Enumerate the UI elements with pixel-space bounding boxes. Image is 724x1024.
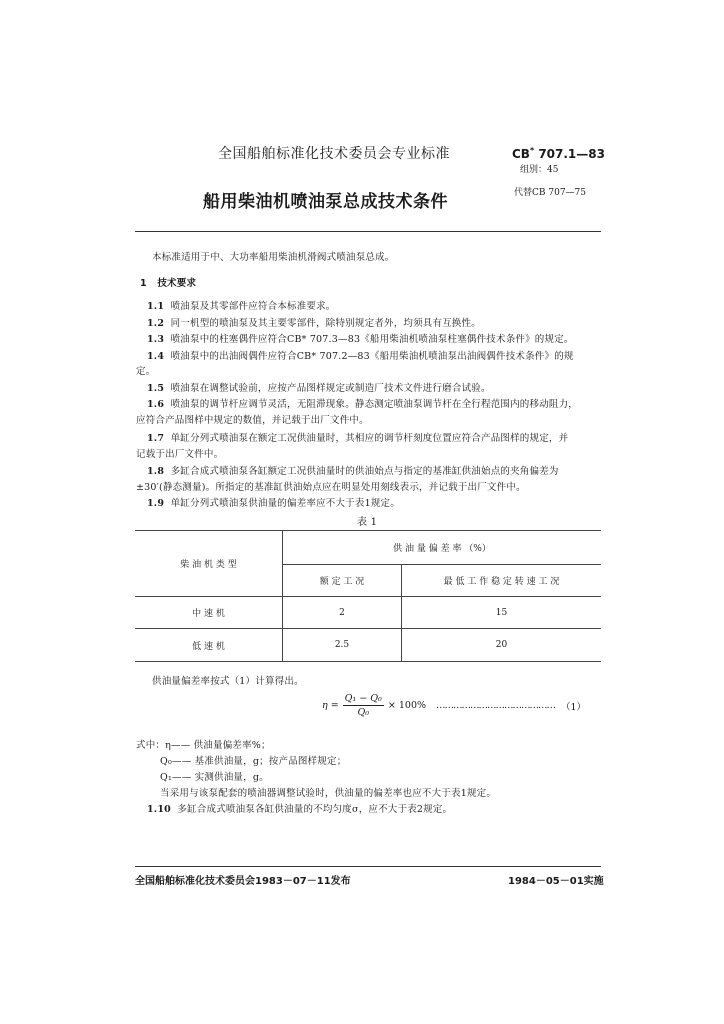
table-cell-rated: 2 bbox=[283, 597, 402, 629]
clause-1-4 bbox=[147, 348, 574, 362]
where-line-q0: Q₀—— 基准供油量，g；按产品图样规定； bbox=[160, 756, 347, 767]
formula-denominator: Q₀ bbox=[357, 707, 370, 718]
clause-1-7-continued: 记载于出厂文件中。 bbox=[136, 449, 224, 460]
clause-number: 1.7 bbox=[147, 433, 165, 444]
clause-number: 1.5 bbox=[147, 383, 165, 394]
clause-1-6-continued: 应符合产品图样中规定的数值，并记载于出厂文件中。 bbox=[136, 415, 369, 426]
replaces-standard: 代替CB 707—75 bbox=[514, 188, 586, 198]
where-line-q1: Q₁—— 实测供油量，g。 bbox=[160, 772, 269, 783]
table-cell-min-speed: 20 bbox=[402, 629, 602, 662]
table-row-header: 柴 油 机 类 型 bbox=[135, 531, 283, 597]
organization-header: 全国船舶标准化技术委员会专业标准 bbox=[218, 146, 450, 162]
clause-number: 1.8 bbox=[147, 466, 165, 477]
clause-text: 喷油泵中的出油阀偶件应符合CB* 707.2—83《船用柴油机喷油泵出油阀偶件技术条件》的规 bbox=[170, 351, 574, 362]
clause-text: 多缸合成式喷油泵各缸供油量的不均匀度σ，应不大于表2规定。 bbox=[177, 804, 453, 815]
table-cell-type: 低 速 机 bbox=[135, 629, 283, 662]
section-title: 技术要求 bbox=[157, 278, 197, 289]
clause-number: 1.2 bbox=[147, 318, 165, 329]
clause-text: 多缸合成式喷油泵各缸额定工况供油量时的供油始点与指定的基准缸供油始点的夹角偏差为 bbox=[170, 466, 559, 477]
section-heading bbox=[140, 275, 196, 289]
clause-1-2 bbox=[147, 315, 481, 329]
section-number: 1 bbox=[140, 278, 147, 289]
standard-prefix: CB bbox=[512, 147, 530, 161]
clause-1-3 bbox=[147, 331, 574, 345]
clause-number: 1.6 bbox=[147, 399, 165, 410]
clause-text: 喷油泵的调节杆应调节灵活，无阻滞现象。静态测定喷油泵调节杆在全行程范围内的移动阻力， bbox=[170, 399, 578, 410]
classification-group: 组别：45 bbox=[520, 165, 559, 175]
formula-number: （1） bbox=[561, 701, 587, 713]
clause-number: 1.1 bbox=[147, 301, 165, 312]
clause-text: 喷油泵及其零部件应符合本标准要求。 bbox=[170, 301, 336, 312]
clause-1-6 bbox=[147, 396, 578, 410]
table-group-header: 供 油 量 偏 差 率 （%） bbox=[283, 531, 602, 565]
footer-divider bbox=[135, 866, 601, 867]
standard-code: 707.1—83 bbox=[534, 147, 605, 161]
clause-1-4-continued: 定。 bbox=[136, 366, 156, 377]
standard-number bbox=[512, 146, 605, 161]
clause-number: 1.10 bbox=[147, 804, 171, 815]
clause-1-5 bbox=[147, 380, 491, 394]
clause-number: 1.4 bbox=[147, 351, 165, 362]
clause-1-1 bbox=[147, 298, 336, 312]
clause-1-8 bbox=[147, 463, 559, 477]
clause-text: 喷油泵中的柱塞偶件应符合CB* 707.3—83《船用柴油机喷油泵柱塞偶件技术条件》的规定。 bbox=[170, 334, 574, 345]
effective-date: 1984－05－01实施 bbox=[508, 876, 604, 887]
clause-1-8-continued: ±30′(静态测量)。所指定的基准缸供油始点应在明显处用刻线表示，并记载于出厂文件中。 bbox=[136, 482, 526, 493]
clause-number: 1.9 bbox=[147, 498, 165, 509]
clause-text: 单缸分列式喷油泵供油量的偏差率应不大于表1规定。 bbox=[170, 498, 400, 509]
clause-1-7 bbox=[147, 430, 568, 444]
table-cell-type: 中 速 机 bbox=[135, 597, 283, 629]
formula-lhs: η = bbox=[322, 700, 339, 711]
clause-1-9 bbox=[147, 495, 400, 509]
clause-text: 同一机型的喷油泵及其主要零部件，除特别规定者外，均须具有互换性。 bbox=[170, 318, 481, 329]
deviation-table bbox=[135, 530, 601, 662]
table-cell-min-speed: 15 bbox=[402, 597, 602, 629]
formula-fraction bbox=[343, 693, 384, 718]
where-note: 当采用与该泵配套的喷油器调整试验时，供油量的偏差率也应不大于表1规定。 bbox=[160, 788, 497, 799]
standard-star: * bbox=[529, 146, 535, 155]
clause-text: 单缸分列式喷油泵在额定工况供油量时，其相应的调节杆刻度位置应符合产品图样的规定，并 bbox=[170, 433, 569, 444]
table-row bbox=[135, 597, 601, 629]
formula bbox=[322, 693, 586, 718]
formula-leader-dots: …………………………………… bbox=[436, 700, 556, 711]
clause-number: 1.3 bbox=[147, 334, 165, 345]
formula-tail: × 100% bbox=[387, 700, 427, 711]
table-caption: 表 1 bbox=[357, 517, 378, 528]
clause-1-10 bbox=[147, 801, 452, 815]
intro-paragraph: 本标准适用于中、大功率船用柴油机滑阀式喷油泵总成。 bbox=[152, 252, 395, 263]
table-row bbox=[135, 629, 601, 662]
issued-date: 全国船舶标准化技术委员会1983－07－11发布 bbox=[135, 876, 351, 887]
header-divider bbox=[135, 231, 601, 232]
where-line-eta: 式中：η—— 供油量偏差率%； bbox=[136, 740, 271, 751]
table-cell-rated: 2.5 bbox=[283, 629, 402, 662]
table-col-min-speed: 最 低 工 作 稳 定 转 速 工 况 bbox=[402, 565, 602, 597]
formula-numerator: Q₁ − Q₀ bbox=[344, 693, 382, 704]
table-col-rated: 额 定 工 况 bbox=[283, 565, 402, 597]
formula-intro: 供油量偏差率按式（1）计算得出。 bbox=[152, 676, 304, 687]
clause-text: 喷油泵在调整试验前，应按产品图样规定或制造厂技术文件进行磨合试验。 bbox=[170, 383, 491, 394]
document-title: 船用柴油机喷油泵总成技术条件 bbox=[203, 192, 448, 212]
